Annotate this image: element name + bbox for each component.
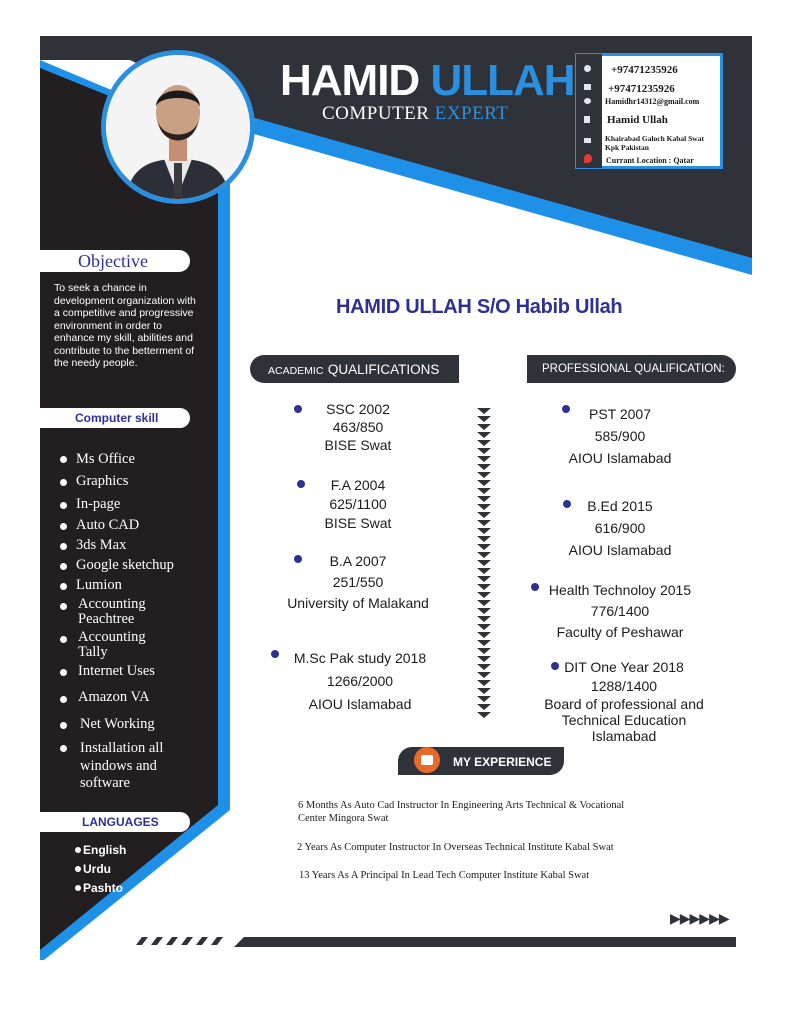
academic-title: F.A 2004: [330, 477, 386, 493]
academic-heading: [268, 361, 439, 379]
subtitle-part-2: EXPERT: [434, 103, 509, 124]
experience-item: 13 Years As A Principal In Lead Tech Computer Institute Kabal Swat: [299, 870, 590, 881]
language-bullet: [75, 847, 81, 853]
language-item: Urdu: [83, 862, 111, 876]
academic-entry: [280, 551, 436, 614]
academic-title: M.Sc Pak study 2018: [293, 650, 427, 666]
language-item: English: [83, 843, 127, 857]
slash-decoration: [136, 934, 231, 952]
languages-heading: LANGUAGES: [82, 815, 159, 829]
professional-title: DIT One Year 2018: [564, 659, 684, 675]
contact-phone-1: +97471235926: [611, 64, 678, 76]
objective-heading: Objective: [78, 251, 148, 271]
professional-entry: [555, 403, 685, 469]
home-icon: [584, 138, 591, 143]
professional-title: PST 2007: [588, 406, 651, 422]
skill-item: Accounting Peachtree: [78, 596, 146, 627]
arrow-right-icon: ▶▶▶▶▶▶: [670, 910, 729, 926]
header-name: [280, 56, 575, 106]
professional-bullet: [531, 583, 539, 591]
skill-bullet: [60, 603, 67, 610]
user-icon: [584, 116, 590, 123]
experience-heading: MY EXPERIENCE: [453, 755, 552, 769]
academic-heading-small: ACADEMIC: [268, 365, 324, 377]
skill-item: Ms Office: [76, 451, 135, 467]
first-name: HAMID: [280, 56, 420, 105]
professional-board: Board of professional and Technical Education Islamabad: [544, 696, 704, 744]
academic-board: AIOU Islamabad: [308, 696, 412, 712]
academic-marks: 463/850: [332, 419, 384, 435]
contact-address: Khairabad Galoch Kabal Swat Kpk Pakistan: [605, 134, 704, 152]
profile-photo: [101, 50, 255, 204]
professional-board: AIOU Islamabad: [568, 542, 672, 558]
language-item: Pashto: [83, 881, 124, 895]
academic-bullet: [297, 480, 305, 488]
language-bullet: [75, 866, 81, 872]
professional-entry: [540, 658, 708, 744]
skill-item: Lumion: [76, 577, 122, 593]
academic-title: SSC 2002: [326, 401, 390, 417]
skill-item: Google sketchup: [76, 557, 174, 573]
skill-bullet: [60, 636, 67, 643]
professional-board: Faculty of Peshawar: [556, 624, 684, 640]
academic-board: BISE Swat: [324, 437, 392, 453]
experience-item: 6 Months As Auto Cad Instructor In Engineering Arts Technical & Vocational Center Mingora Swat: [298, 800, 625, 824]
professional-marks: 776/1400: [590, 603, 650, 619]
professional-entry: [555, 495, 685, 561]
language-bullet: [75, 885, 81, 891]
skill-bullet: [60, 523, 67, 530]
academic-title: B.A 2007: [329, 553, 387, 569]
skill-item: Amazon VA: [78, 689, 150, 705]
briefcase-icon: [414, 747, 440, 773]
skill-bullet: [60, 479, 67, 486]
location-pin-icon: [584, 154, 592, 163]
professional-heading: PROFESSIONAL QUALIFICATION:: [542, 363, 725, 375]
full-name-title: HAMID ULLAH S/O Habib Ullah: [336, 296, 623, 318]
academic-entry: [305, 476, 411, 533]
skill-bullet: [60, 745, 67, 752]
professional-marks: 616/900: [594, 520, 646, 536]
contact-phone-2: +97471235926: [608, 83, 675, 95]
academic-marks: 1266/2000: [326, 673, 394, 689]
skill-bullet: [60, 583, 67, 590]
skill-item: Installation all windows and software: [80, 740, 164, 791]
contact-name: Hamid Ullah: [607, 114, 668, 126]
skill-item: Auto CAD: [76, 517, 140, 533]
chevron-down-icon: [476, 408, 492, 724]
objective-text: To seek a chance in development organization with a competitive and progressive environment in order to enhance my skill, abilities and contribute to the betterment of the needy people.: [54, 282, 196, 369]
email-icon: [584, 98, 591, 104]
chevron-divider: [476, 408, 492, 729]
skills-heading: Computer skill: [75, 411, 159, 425]
skill-bullet: [60, 502, 67, 509]
professional-entry: [540, 580, 700, 643]
academic-bullet: [294, 405, 302, 413]
professional-marks: 585/900: [594, 428, 646, 444]
professional-marks: 1288/1400: [590, 678, 658, 694]
header-subtitle: [322, 103, 508, 125]
skill-bullet: [60, 563, 67, 570]
academic-board: University of Malakand: [287, 595, 429, 611]
skill-bullet: [60, 722, 67, 729]
professional-title: Health Technoloy 2015: [548, 582, 692, 598]
skill-item: 3ds Max: [76, 537, 127, 553]
contact-location: Currant Location : Qatar: [606, 156, 694, 165]
academic-marks: 625/1100: [329, 496, 387, 512]
skill-bullet: [60, 456, 67, 463]
skill-bullet: [60, 669, 67, 676]
skill-bullet: [60, 543, 67, 550]
skill-item: Net Working: [80, 716, 155, 732]
skill-item: Accounting Tally: [78, 629, 146, 660]
academic-heading-main: QUALIFICATIONS: [327, 362, 440, 377]
skill-item: In-page: [76, 496, 121, 512]
experience-item: 2 Years As Computer Instructor In Overseas Technical Institute Kabal Swat: [297, 842, 614, 853]
avatar: [106, 55, 250, 199]
contact-email: Hamidhr14312@gmail.com: [605, 97, 700, 106]
academic-marks: 251/550: [332, 574, 384, 590]
last-name: ULLAH: [430, 56, 575, 105]
academic-board: BISE Swat: [324, 515, 392, 531]
professional-board: AIOU Islamabad: [568, 450, 672, 466]
academic-bullet: [271, 650, 279, 658]
skill-bullet: [60, 696, 67, 703]
skill-item: Graphics: [76, 473, 129, 489]
phone-icon: [584, 65, 591, 72]
skill-item: Internet Uses: [78, 663, 155, 679]
academic-entry: [283, 647, 437, 716]
academic-entry: [305, 400, 411, 454]
person-silhouette-icon: [106, 55, 250, 199]
professional-title: B.Ed 2015: [587, 498, 653, 514]
subtitle-part-1: COMPUTER: [322, 103, 430, 124]
phone-alt-icon: [584, 84, 591, 90]
